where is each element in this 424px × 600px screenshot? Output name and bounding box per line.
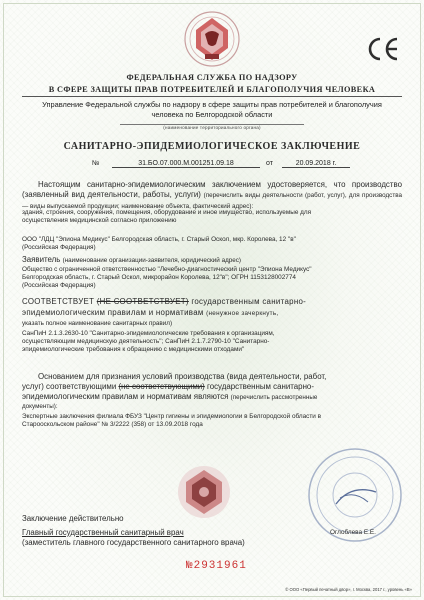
organization-address: ООО "ЛДЦ "Эпиона Медикус" Белгородская область, г. Старый Оскол, мкр. Королева, 12 "в": [22, 236, 296, 243]
agency-name-line1: ФЕДЕРАЛЬНАЯ СЛУЖБА ПО НАДЗОРУ: [126, 73, 298, 82]
double-headed-eagle-emblem-icon: [183, 10, 241, 68]
signer-note: (заместитель главного государственного санитарного врача): [22, 538, 245, 547]
scope-intro-text: Настоящим санитарно-эпидемиологическим заключением удостоверяется, что производство (заявленный вид деятельности, работы, услуги): [22, 180, 402, 199]
compliance-rest: государственным санитарно-: [191, 297, 307, 306]
signer-title: Главный государственный санитарный врач: [22, 528, 184, 537]
number-label: №: [92, 160, 100, 167]
compliance-rules-heading: эпидемиологическим правилам и нормативам: [22, 308, 204, 317]
validity-label: Заключение действительно: [22, 514, 124, 523]
object-line-2: осуществления медицинской согласно приложению: [22, 217, 177, 224]
compliance-word: СООТВЕТСТВУЕТ: [22, 297, 95, 306]
territorial-department: Управление Федеральной службы по надзору в сфере защиты прав потребителей и благополучия человека по Белгородской области: [42, 100, 382, 119]
scope-intro: [22, 180, 402, 212]
document-title: САНИТАРНО-ЭПИДЕМИОЛОГИЧЕСКОЕ ЗАКЛЮЧЕНИЕ: [63, 141, 361, 152]
signer-name: Оглоблева Е.Е.: [330, 529, 376, 536]
basis-struck: (не соответствующими): [118, 382, 205, 391]
basis-pre: услуг) соответствующими: [22, 382, 117, 391]
compliance-line-2: [22, 308, 404, 319]
basis-doc-line-2: Старооскольском районе" № 3/2222 (358) от 13.09.2018 года: [22, 421, 203, 428]
serial-number: №2931961: [186, 560, 247, 572]
basis-line-2: [22, 382, 402, 392]
applicant-label: Заявитель: [22, 255, 61, 264]
basis-line-1: Основанием для признания условий производства (вида деятельности, работ,: [38, 372, 327, 381]
certificate-date: 20.09.2018 г.: [282, 160, 350, 168]
agency-name-line2: В СФЕРЕ ЗАЩИТЫ ПРАВ ПОТРЕБИТЕЛЕЙ И БЛАГОПОЛУЧИЯ ЧЕЛОВЕКА: [48, 85, 376, 94]
applicant-line-3: (Российская Федерация): [22, 282, 96, 289]
rules-line-1: СанПиН 2.1.3.2630-10 "Санитарно-эпидемиологические требования к организациям,: [22, 330, 275, 337]
header-divider: [22, 96, 402, 97]
rules-line-3: эпидемиологические требования к обращению с медицинскими отходами": [22, 346, 245, 353]
rules-line-2: осуществляющим медицинскую деятельность"; СанПиН 2.1.7.2790-10 "Санитарно-: [22, 338, 270, 345]
ce-conformity-logo-icon: [363, 34, 405, 64]
applicant-line-2: Белгородская область, г. Старый Оскол, микрорайон Королева, 12"в"; ОГРН 1153128002774: [22, 274, 296, 281]
basis-note: (перечислить рассмотренные: [230, 394, 318, 401]
basis-main: эпидемиологическим правилам и нормативам являются: [22, 392, 229, 401]
certificate-number: 31.БО.07.000.М.001251.09.18: [112, 160, 260, 168]
compliance-line-1: [22, 297, 404, 307]
compliance-struck: (НЕ СООТВЕТСТВУЕТ): [96, 297, 189, 306]
compliance-line-3: указать полное наименование санитарных правил): [22, 320, 173, 327]
applicant-heading: [22, 255, 402, 266]
applicant-line-1: Общество с ограниченной ответственностью "Лечебно-диагностический центр "Эпиона Медикус": [22, 266, 312, 273]
organization-country: (Российская Федерация): [22, 244, 96, 251]
compliance-note: (ненужное зачеркнуть,: [206, 310, 279, 317]
printer-imprint: © ООО «Первый печатный двор», г. Москва, 2017 г., уровень «В»: [285, 587, 412, 592]
applicant-label-note: (наименование организации-заявителя, юридический адрес): [62, 257, 242, 264]
basis-post: государственным санитарно-: [207, 382, 314, 391]
date-label: от: [266, 160, 273, 167]
object-line-1: здания, строения, сооружения, помещения, оборудование и иное имущество, используемые для: [22, 209, 312, 216]
basis-line-4: документы):: [22, 403, 58, 410]
department-caption: (наименование территориального органа): [163, 125, 261, 130]
scope-intro-note: (перечислить виды деятельности (работ, услуг), для производства — виды выпускаемой продукции; наименование объекта, фактический адрес):: [22, 192, 402, 210]
basis-doc-line-1: Экспертные заключения филиала ФБУЗ "Центр гигиены и эпидемиологии в Белгородской области в: [22, 413, 322, 420]
